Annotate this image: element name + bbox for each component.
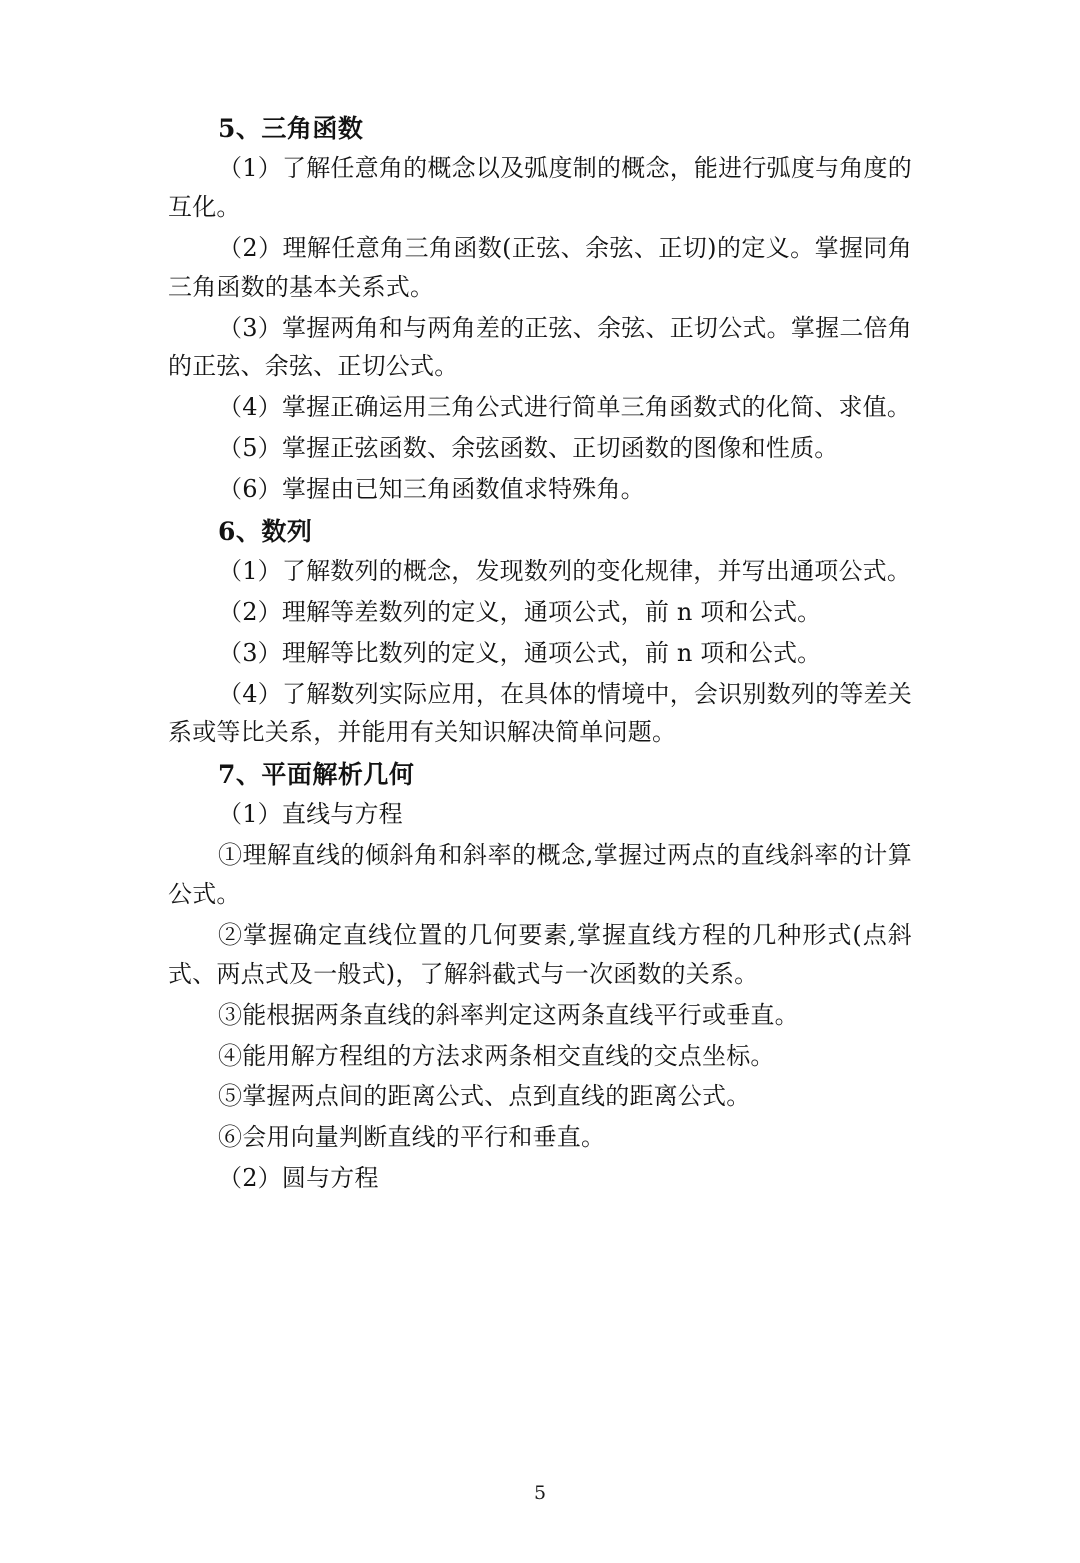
- section-paragraph: （4）了解数列实际应用，在具体的情境中，会识别数列的等差关系或等比关系，并能用有关知识解决简单问题。: [168, 679, 912, 747]
- page-number: 5: [533, 1482, 547, 1504]
- section-paragraph: （1）了解任意角的概念以及弧度制的概念，能进行弧度与角度的互化。: [168, 154, 912, 221]
- section-paragraph: ⑥会用向量判断直线的平行和垂直。: [218, 1123, 606, 1152]
- section-heading: 6、数列: [218, 516, 313, 546]
- section-paragraph: （2）理解任意角三角函数(正弦、余弦、正切)的定义。掌握同角三角函数的基本关系式。: [168, 233, 912, 301]
- document-body: [168, 116, 912, 1204]
- section-paragraph: ⑤掌握两点间的距离公式、点到直线的距离公式。: [218, 1082, 751, 1111]
- section-paragraph: （4）掌握正确运用三角公式进行简单三角函数式的化简、求值。: [218, 393, 912, 422]
- section-paragraph: （6）掌握由已知三角函数值求特殊角。: [218, 475, 645, 503]
- section-analytic-geometry: [168, 762, 912, 1198]
- section-paragraph: （2）理解等差数列的定义，通项公式，前 n 项和公式。: [218, 597, 822, 626]
- section-heading: 7、平面解析几何: [218, 760, 415, 790]
- section-paragraph: ②掌握确定直线位置的几何要素,掌握直线方程的几种形式(点斜式、两点式及一般式)，了解斜截式与一次函数的关系。: [168, 920, 912, 988]
- section-paragraph: ③能根据两条直线的斜率判定这两条直线平行或垂直。: [218, 1000, 799, 1029]
- section-paragraph: ①理解直线的倾斜角和斜率的概念,掌握过两点的直线斜率的计算公式。: [168, 841, 912, 908]
- section-trigonometric-functions: [168, 116, 912, 509]
- section-paragraph: （1）直线与方程: [218, 800, 403, 829]
- section-paragraph: （3）掌握两角和与两角差的正弦、余弦、正切公式。掌握二倍角的正弦、余弦、正切公式。: [168, 313, 912, 381]
- section-paragraph: （5）掌握正弦函数、余弦函数、正切函数的图像和性质。: [218, 434, 839, 463]
- section-heading: 5、三角函数: [218, 114, 364, 143]
- section-sequences: [168, 516, 912, 752]
- section-paragraph: ④能用解方程组的方法求两条相交直线的交点坐标。: [218, 1041, 775, 1070]
- section-paragraph: （2）圆与方程: [218, 1164, 379, 1193]
- section-paragraph: （3）理解等比数列的定义，通项公式，前 n 项和公式。: [218, 638, 822, 667]
- section-paragraph: （1）了解数列的概念，发现数列的变化规律，并写出通项公式。: [218, 556, 912, 585]
